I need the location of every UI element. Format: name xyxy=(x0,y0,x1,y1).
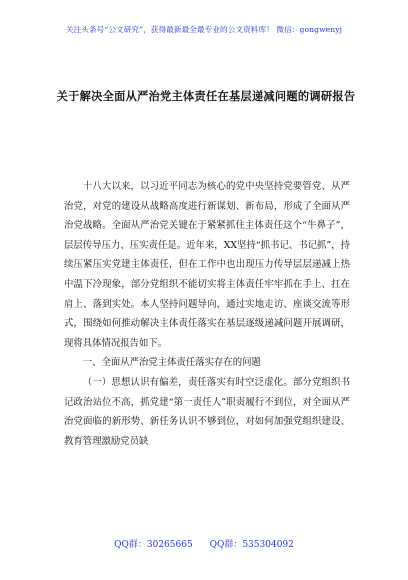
section-heading: 一、全面从严治党主体责任落实存在的问题 xyxy=(82,357,261,369)
header-banner: 关注头条号“公文研究”，获得最新最全最专业的公文资料库！ 微信：gongwenyj xyxy=(65,25,343,34)
subsection-paragraph: （一）思想认识有偏差，责任落实有时空泛虚化。部分党组织书记政治站位不高，抓党建“第一责任人”职责履行不到位，对全面从严治党面临的新形势、新任务认识不够到位，对如何加强党组织建设、教育管理激励党员缺 xyxy=(64,376,350,447)
document-title: 关于解决全面从严治党主体责任在基层递减问题的调研报告 xyxy=(56,90,356,103)
document-body xyxy=(64,177,350,451)
qq-group-2: QQ群：535304092 xyxy=(209,540,294,550)
qq-group-1: QQ群：30265665 xyxy=(114,540,193,550)
intro-paragraph: 十八大以来，以习近平同志为核心的党中央坚持党要管党、从严治党，对党的建设从战略高度进行新谋划、新布局，形成了全面从严治党战略。全面从严治党关键在于紧紧抓住主体责任这个“牛鼻子”，层层传导压力、压实责任是。近年来，XX坚持“抓书记、书记抓”，持续压紧压实党建主体责任，但在工作中也出现压力传导层层递减上热中温下冷现象，部分党组织不能切实将主体责任牢牢抓在手上、扛在肩上、落到实处。本人坚持问题导向，通过实地走访、座谈交流等形式，围绕如何推动解决主体责任落实在基层逐级递减问题开展调研，现将具体情况报告如下。 xyxy=(64,181,350,349)
footer-contacts xyxy=(0,537,408,550)
